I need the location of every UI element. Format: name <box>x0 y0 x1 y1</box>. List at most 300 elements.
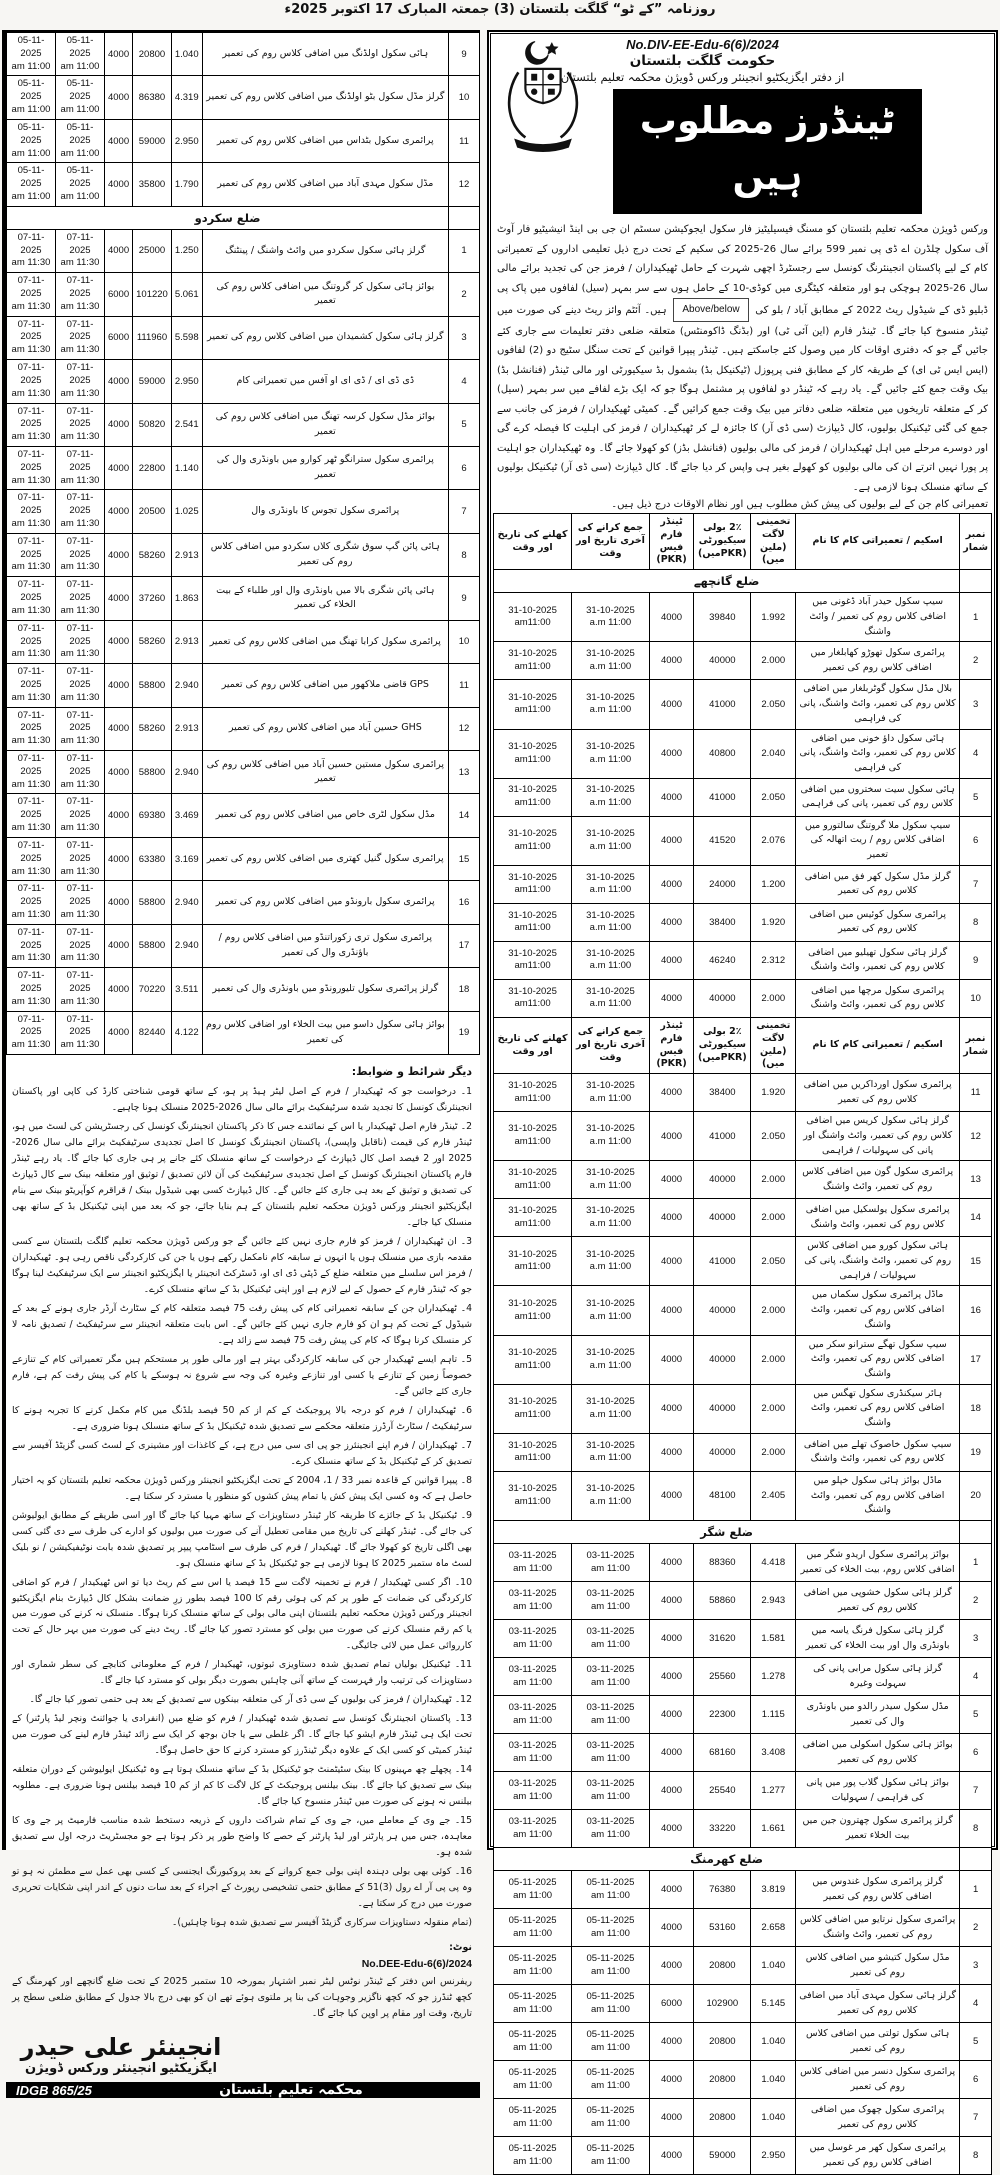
date-line: am 11:30 <box>60 1039 100 1051</box>
bid-security-pkr: 111960 <box>133 316 172 359</box>
term-item: 16۔ کوئی بھی بولی دہندہ اپنی بولی جمع کروانے کے بعد پروکیورنگ ایجنسی کے کسی بھی عمل سے مطمئن نہ ہو تو وہ پی پی آر اے رول (3)51 کے مطابق حتمی تشخیصی رپورٹ کے اجراء کے بعد سات دنوں کے اندر اپنی شکایات تحریری صورت میں درج کر سکتا ہے۔ <box>12 1866 473 1910</box>
bid-security-pkr: 41000 <box>694 1112 751 1161</box>
estimated-cost-millions: 2.000 <box>751 1433 796 1471</box>
submission-datetime <box>572 1734 650 1772</box>
work-name: گرلز ہائی سکول فرنگ یاسہ میں باونڈری وال اور بیت الخلاء کی تعمیر <box>796 1620 960 1658</box>
submission-datetime <box>56 360 105 403</box>
estimated-cost-millions: 1.040 <box>751 1947 796 1985</box>
bid-security-pkr: 58800 <box>133 664 172 707</box>
work-name: پرائمری سکول کرابا تھنگ میں اضافی کلاس روم کی تعمیر <box>202 620 448 663</box>
date-line: 07-11-2025 <box>17 970 45 994</box>
opening-datetime <box>494 1433 572 1471</box>
date-line: a.m 11:00 <box>589 1261 632 1273</box>
tender-form-fee-pkr: 4000 <box>104 794 132 837</box>
date-line: am 11:00 <box>513 1562 553 1574</box>
opening-datetime <box>7 229 56 272</box>
date-line: 31-10-2025 <box>508 1248 557 1260</box>
estimated-cost-millions: 1.992 <box>751 593 796 642</box>
tender-form-fee-pkr: 4000 <box>649 1871 693 1909</box>
row-sn: 8 <box>960 903 992 941</box>
date-line: 31-10-2025 <box>586 985 635 997</box>
tender-row <box>494 1734 992 1772</box>
work-name: ہائی پائن گپ سوق شگری کلاں سکردو میں اضافی کلاس روم کی تعمیر <box>202 533 448 576</box>
bid-security-pkr: 33220 <box>694 1810 751 1848</box>
date-line: 05-11-2025 <box>508 1990 557 2002</box>
reference-number: No.DEE-Edu-6(6)/2024 <box>361 1958 472 1971</box>
estimated-cost-millions: 5.145 <box>751 1985 796 2023</box>
work-name: سیپ سکول حیدر آباد ڈغونی میں اضافی کلاس روم کی تعمیر / وائٹ واشنگ <box>796 593 960 642</box>
date-line: a.m 11:00 <box>589 1217 632 1229</box>
submission-datetime <box>56 446 105 489</box>
tender-row <box>494 1112 992 1161</box>
estimated-cost-millions: 1.200 <box>751 865 796 903</box>
column-header: جمع کرانے کی آخری تاریخ اور وقت <box>572 1017 650 1073</box>
term-item: 3۔ ان ٹھیکیداران / فرمز کو فارم جاری نہیں کئے جائیں گے جو ورکس ڈویژن محکمہ تعلیم گلگت بلتستان سے کسی مقدمہ بازی میں منسلک ہوں یا انہوں نے سابقہ کام نامکمل رکھے ہوں یا جن کی کارکردگی ناقص رہی ہو۔ ٹھیکیداران / فرمز اس سلسلے میں متعلقہ ضلع کے ڈپٹی ڈی ای او، ڈسٹرکٹ انجینئر یا ایگزیکٹیو انجینئر سے ایک سرٹیفکیٹ لینا ہوگا جو کہ ٹینڈر فارم کے حصول کے لیے لازم ہے اور اپنی ٹیکنیکل بڈ کے ساتھ منسلک کرے۔ <box>12 1235 472 1295</box>
opening-datetime <box>494 1620 572 1658</box>
estimated-cost-millions: 2.541 <box>171 403 202 446</box>
opening-datetime <box>494 680 572 729</box>
submission-datetime <box>572 1471 650 1520</box>
date-line: am11:00 <box>514 1495 551 1507</box>
work-name: گرلز مڈل سکول کھر فق میں اضافی کلاس روم کی تعمیر <box>796 865 960 903</box>
work-name: ہائی پائن شگری بالا میں باونڈری وال اور طلباء کے بیت الخلاء کی تعمیر <box>202 577 448 620</box>
row-sn: 5 <box>449 403 480 446</box>
work-name: پرائمری سکول سترانگو ٹھر کوارو میں باونڈری وال کی تعمیر <box>202 446 448 489</box>
bid-security-pkr: 68160 <box>694 1734 751 1772</box>
submission-datetime <box>56 533 105 576</box>
estimated-cost-millions: 2.000 <box>751 1335 796 1384</box>
tender-form-fee-pkr: 4000 <box>104 924 132 967</box>
column-header: نمبر شمار <box>960 514 992 570</box>
work-name: GHS حسین آباد میں اضافی کلاس روم کی تعمیر <box>202 707 448 750</box>
opening-datetime <box>7 533 56 576</box>
district-sn-spacer <box>960 1521 992 1544</box>
work-name: ماڈل بوائز ہائی سکول خپلو میں اضافی کلاس روم کی تعمیر، وائٹ واشنگ <box>796 1471 960 1520</box>
bid-security-pkr: 76380 <box>694 1871 751 1909</box>
work-name: بوائز ہائی سکول داسو میں بیت الخلاء اور اضافی کلاس روم کی تعمیر <box>202 1011 448 1054</box>
opening-datetime <box>7 163 56 206</box>
tender-table-left <box>6 32 480 1055</box>
work-name: مڈل سکول سیدر رالدو میں باونڈری وال کی تعمیر <box>796 1696 960 1734</box>
opening-datetime <box>7 794 56 837</box>
row-sn: 13 <box>449 751 480 794</box>
date-line: 05-11-2025 <box>508 1952 557 1964</box>
above-below-box: Above/below <box>673 298 748 322</box>
bid-security-pkr: 70220 <box>133 968 172 1011</box>
work-name: گرلز ہائی سکول خشوپی میں اضافی کلاس روم کی تعمیر <box>796 1582 960 1620</box>
date-line: am 11:00 <box>513 2155 553 2167</box>
estimated-cost-millions: 4.418 <box>751 1544 796 1582</box>
bid-security-pkr: 46240 <box>694 941 751 979</box>
opening-datetime <box>7 490 56 533</box>
tender-form-fee-pkr: 4000 <box>649 1696 693 1734</box>
terms-list <box>12 1084 472 1912</box>
submission-datetime <box>572 778 650 816</box>
date-line: am11:00 <box>514 1261 551 1273</box>
footer-bar <box>6 2082 480 2098</box>
date-line: 31-10-2025 <box>586 1204 635 1216</box>
tender-form-fee-pkr: 4000 <box>649 642 693 680</box>
date-line: 03-11-2025 <box>586 1777 635 1789</box>
tender-row <box>494 1161 992 1199</box>
row-sn: 9 <box>449 33 480 76</box>
tender-row <box>494 1074 992 1112</box>
date-line: a.m 11:00 <box>589 660 632 672</box>
opening-datetime <box>7 968 56 1011</box>
notice-reference-number: No.DIV-EE-Edu-6(6)/2024 <box>626 37 779 52</box>
date-line: 05-11-2025 <box>508 1876 557 1888</box>
date-line: am 11:30 <box>60 735 100 747</box>
date-line: am 11:30 <box>11 691 51 703</box>
date-line: a.m 11:00 <box>589 884 632 896</box>
submission-datetime <box>572 1384 650 1433</box>
row-sn: 1 <box>960 593 992 642</box>
work-name: بوائز پرائمری سکول اریدو شگر میں اضافی کلاس روم، بیت الخلاء کی تعمیر <box>796 1544 960 1582</box>
term-item: 8۔ پیپرا قوانین کے قاعدہ نمبر 33 / 1، 2004 کے تحت ایگزیکٹیو انجینئر ورکس ڈویژن محکمہ تعلیم بلتستان کو یہ اختیار حاصل ہے کہ وہ کسی ایک پیش کش یا تمام پیش کشوں کو منظور یا مسترد کر سکتا ہے۔ <box>12 1474 473 1502</box>
date-line: 03-11-2025 <box>508 1625 557 1637</box>
bid-security-pkr: 20800 <box>133 33 172 76</box>
opening-datetime <box>7 837 56 880</box>
submission-datetime <box>572 729 650 778</box>
tender-form-fee-pkr: 4000 <box>649 729 693 778</box>
estimated-cost-millions: 1.920 <box>751 1074 796 1112</box>
opening-datetime <box>494 941 572 979</box>
date-line: 31-10-2025 <box>586 691 635 703</box>
date-line: am 11:30 <box>60 995 100 1007</box>
date-line: 07-11-2025 <box>17 753 45 777</box>
tender-form-fee-pkr: 4000 <box>649 2061 693 2099</box>
term-item: 5۔ تاہم ایسے ٹھیکیدار جن کی سابقہ کارکردگی بہتر ہے اور مالی طور پر مستحکم ہیں مگر تعمیراتی کام کے تنازعے خصوصاً زمین کے تنازعے یا کسی اور تنازعے وغیرہ کی وجہ سے شروع نہ ہوسکے یا کام کی پیش رفت کم ہے، فارم جاری کئے جائیں گے۔ <box>12 1353 472 1397</box>
estimated-cost-millions: 1.040 <box>171 33 202 76</box>
opening-datetime <box>7 1011 56 1054</box>
row-sn: 8 <box>960 2137 992 2175</box>
district-header-row <box>494 1848 992 1871</box>
tender-form-fee-pkr: 4000 <box>104 119 132 162</box>
term-item: 9۔ ٹیکنیکل بڈ کے جائزے کا طریقہ کار ٹینڈر دستاویزات کے ساتھ مہیا کیا جائے گا اور اسی طریقے کے مطابق ایولیوشن کی جائے گی۔ ٹینڈر کھلنے کی تاریخ میں مقامی تعطیل آنے کی صورت میں بولیوں کو ادارے کی طرف سے دی گئی کسی بھی اگلی تاریخ کو کھولا جائے گا۔ ٹھیکیدار / فرم کی طرف سے اسٹامپ پیپر پر تصدیق شدہ بابت نوٹیفیکیشن / نو بلیک لسٹ ماہ ستمبر 2025 کا ہونا لازمی ہے جو ٹیکنیکل بڈ کے ساتھ منسلک ہو۔ <box>12 1509 472 1569</box>
date-line: 31-10-2025 <box>586 648 635 660</box>
date-line: 11:00 am <box>590 2003 630 2015</box>
estimated-cost-millions: 3.511 <box>171 968 202 1011</box>
date-line: am 11:30 <box>60 648 100 660</box>
opening-datetime <box>494 2099 572 2137</box>
tender-row <box>7 360 480 403</box>
tender-row <box>7 1011 480 1054</box>
date-line: am 11:00 <box>513 1927 553 1939</box>
row-sn: 3 <box>960 1620 992 1658</box>
signatory-name: انجینئر علی حیدر <box>20 2032 222 2061</box>
row-sn: 20 <box>960 1471 992 1520</box>
estimated-cost-millions: 2.950 <box>171 119 202 162</box>
estimated-cost-millions: 3.469 <box>171 794 202 837</box>
tender-form-fee-pkr: 4000 <box>104 751 132 794</box>
term-item: 10۔ اگر کسی ٹھیکیدار / فرم نے تخمینہ لاگت سے 15 فیصد یا اس سے کم ریٹ دیا تو اس ٹھیکیدار / فرم کو اضافی کارکردگی کی ضمانت کے طور پر کم کی ہوئی رقم کا 100 فیصد بطور زرِ ضمانت بشکل کال ڈیپازٹ بنام ایگزیکٹیو انجینئر ورکس ڈویژن محکمہ تعلیم بلتستان اپنی مالی بولی کے ساتھ منسلک کرنا ہوگا۔ منسلک نہ کرنے کی صورت میں یا کم رقم منسلک کرنے کی صورت میں بولی کو مسترد تصور کیا جائے گا۔ ریٹ دینے کی صورت میں بہر حال کے تحت کارروائی عمل میں لائی جائیگی۔ <box>12 1576 472 1652</box>
work-name: ہائی سکول داؤ خونی میں اضافی کلاس روم کی تعمیر، وائٹ واشنگ، پانی کی فراہمی <box>796 729 960 778</box>
tender-form-fee-pkr: 4000 <box>649 1620 693 1658</box>
estimated-cost-millions: 1.025 <box>171 490 202 533</box>
work-name: بوائز ہائی سکول اسکولی میں اضافی کلاس روم کی تعمیر <box>796 1734 960 1772</box>
date-line: am 11:30 <box>60 257 100 269</box>
estimated-cost-millions: 2.950 <box>171 360 202 403</box>
estimated-cost-millions: 2.000 <box>751 979 796 1017</box>
tender-row <box>494 729 992 778</box>
estimated-cost-millions: 1.115 <box>751 1696 796 1734</box>
date-line: am 11:30 <box>60 604 100 616</box>
date-line: 07-11-2025 <box>17 362 45 386</box>
district-sn-spacer <box>449 206 480 229</box>
submission-datetime <box>572 593 650 642</box>
submission-datetime <box>56 163 105 206</box>
date-line: 31-10-2025 <box>586 1248 635 1260</box>
opening-datetime <box>494 1199 572 1237</box>
date-line: a.m 11:00 <box>589 960 632 972</box>
date-line: am 11:30 <box>11 474 51 486</box>
opening-datetime <box>494 1112 572 1161</box>
column-header: کھلنے کی تاریخ اور وقت <box>494 514 572 570</box>
work-name: پرائمری سکول بٹداس میں اضافی کلاس روم کی تعمیر <box>202 119 448 162</box>
date-line: 05-11-2025 <box>586 1876 635 1888</box>
note-body: اشتہار بمورخہ 10 ستمبر 2025 کے تحت ضلع گانچھے اور کھرمنگ کے کچھ ٹنڈرز جو کہ کچھ ناگزیر وجوہات کی بنا پر ملتوی ہوئے تھے ان کو بھی درج بالا جدول کے مطابق ضلعی سطح پر تاریخ، وقت اور مقام پر اوپن کیا جائے گا۔ <box>12 1976 472 2020</box>
tender-row <box>494 816 992 865</box>
date-line: 07-11-2025 <box>66 883 94 908</box>
bid-security-pkr: 58860 <box>694 1582 751 1620</box>
work-name: گرلز ہائی سکول کشمیدان میں اضافی کلاس روم کی تعمیر <box>202 316 448 359</box>
date-line: am 11:30 <box>60 518 100 529</box>
row-sn: 8 <box>960 1810 992 1848</box>
date-line: 07-11-2025 <box>66 839 94 864</box>
work-name: پرائمری سکول تری زکوراتنڈو میں اضافی کلاس روم / باؤنڈری وال کی تعمیر <box>202 924 448 967</box>
date-line: 07-11-2025 <box>17 492 45 517</box>
signature-block <box>6 2023 236 2083</box>
date-line: 05-11-2025 <box>508 2142 557 2154</box>
date-line: 05-11-2025 <box>586 2028 635 2040</box>
date-line: 11:00 am <box>590 1889 630 1901</box>
bid-security-pkr: 40000 <box>694 1161 751 1199</box>
date-line: 31-10-2025 <box>508 947 557 959</box>
date-line: am 11:30 <box>60 778 100 790</box>
date-line: 07-11-2025 <box>17 448 45 473</box>
row-sn: 11 <box>449 664 480 707</box>
row-sn: 12 <box>449 707 480 750</box>
work-name: ہائی سکول اولڈنگ میں اضافی کلاس روم کی تعمیر <box>202 33 448 76</box>
tender-row <box>7 33 480 76</box>
tender-form-fee-pkr: 4000 <box>104 76 132 119</box>
opening-datetime <box>494 2061 572 2099</box>
opening-datetime <box>494 1871 572 1909</box>
date-line: 11:00 am <box>590 2041 630 2053</box>
date-line: am 11:30 <box>11 518 51 529</box>
note-heading: نوٹ: <box>449 1942 472 1954</box>
tender-row <box>7 664 480 707</box>
date-line: am11:00 <box>514 922 551 934</box>
submission-datetime <box>572 1544 650 1582</box>
row-sn: 2 <box>960 642 992 680</box>
row-sn: 10 <box>449 620 480 663</box>
submission-datetime <box>572 1810 650 1848</box>
date-line: 05-11-2025 <box>508 2104 557 2116</box>
date-line: am11:00 <box>514 753 551 765</box>
tender-row <box>494 1384 992 1433</box>
date-line: am11:00 <box>514 1092 551 1104</box>
opening-datetime <box>494 1734 572 1772</box>
opening-datetime <box>7 273 56 316</box>
bid-security-pkr: 59000 <box>694 2137 751 2175</box>
tender-form-fee-pkr: 4000 <box>104 33 132 76</box>
date-line: 11:00 am <box>590 1676 630 1688</box>
term-item: 7۔ ٹھیکیداران / فرم اپنے انجینئرز جو پی ای سی میں درج ہے، کے کاغذات اور مشینری کے لسٹ کسی گزیٹڈ آفیسر سے تصدیق کر کے ٹیکنیکل بڈ کے ساتھ منسلک کرے۔ <box>12 1439 472 1467</box>
row-sn: 9 <box>960 941 992 979</box>
estimated-cost-millions: 3.169 <box>171 837 202 880</box>
submission-datetime <box>572 1237 650 1286</box>
date-line: 31-10-2025 <box>586 784 635 796</box>
row-sn: 10 <box>960 979 992 1017</box>
row-sn: 1 <box>960 1871 992 1909</box>
work-name: پرائمری سکول گنیل کھتری میں اضافی کلاس روم کی تعمیر <box>202 837 448 880</box>
submission-datetime <box>56 837 105 880</box>
submission-datetime <box>56 33 105 76</box>
date-line: 11:00 am <box>590 1927 630 1939</box>
tender-form-fee-pkr: 4000 <box>649 1734 693 1772</box>
tender-row <box>7 837 480 880</box>
column-header: ٹینڈر فارم فیس (PKR) <box>649 514 693 570</box>
opening-datetime <box>7 577 56 620</box>
opening-datetime <box>494 979 572 1017</box>
date-line: 05-11-2025 <box>586 2066 635 2078</box>
tender-form-fee-pkr: 4000 <box>104 837 132 880</box>
date-line: am 11:00 <box>513 1752 553 1764</box>
estimated-cost-millions: 5.061 <box>171 273 202 316</box>
opening-datetime <box>494 1909 572 1947</box>
tender-row <box>494 1199 992 1237</box>
tender-row <box>7 794 480 837</box>
row-sn: 6 <box>960 816 992 865</box>
date-line: 07-11-2025 <box>66 231 94 256</box>
work-name: ہائی سکول کورو میں اضافی کلاس روم کی تعمیر، وائٹ واشنگ، پانی کی سہولیات / فراہمی <box>796 1237 960 1286</box>
tender-row <box>494 865 992 903</box>
submission-datetime <box>572 2061 650 2099</box>
newspaper-masthead: روزنامہ ”کے ٹو“ گلگت بلتستان (3) جمعتہ المبارک 17 اکتوبر 2025ء <box>284 2 716 17</box>
row-sn: 15 <box>449 837 480 880</box>
date-line: 03-11-2025 <box>508 1663 557 1675</box>
date-line: am 11:30 <box>60 865 100 877</box>
tender-form-fee-pkr: 4000 <box>649 1384 693 1433</box>
district-sn-spacer <box>960 570 992 593</box>
government-line: حکومت گلگت بلتستان <box>629 53 776 69</box>
tender-row <box>494 1433 992 1471</box>
bid-security-pkr: 58260 <box>133 533 172 576</box>
bid-security-pkr: 25000 <box>133 229 172 272</box>
row-sn: 7 <box>449 490 480 533</box>
ad-code: IDGB 865/25 <box>16 2082 92 2098</box>
date-line: am11:00 <box>514 884 551 896</box>
date-line: 31-10-2025 <box>508 1166 557 1178</box>
tender-row <box>494 903 992 941</box>
opening-datetime <box>494 816 572 865</box>
row-sn: 4 <box>960 1658 992 1696</box>
date-line: 31-10-2025 <box>508 1439 557 1451</box>
estimated-cost-millions: 1.278 <box>751 1658 796 1696</box>
tender-row <box>494 2061 992 2099</box>
tender-form-fee-pkr: 4000 <box>649 1582 693 1620</box>
date-line: 03-11-2025 <box>586 1815 635 1827</box>
tender-form-fee-pkr: 4000 <box>649 1658 693 1696</box>
row-sn: 5 <box>960 778 992 816</box>
opening-datetime <box>494 1286 572 1335</box>
date-line: 07-11-2025 <box>17 709 45 734</box>
tender-form-fee-pkr: 4000 <box>104 229 132 272</box>
opening-datetime <box>494 1947 572 1985</box>
opening-datetime <box>494 1384 572 1433</box>
tender-row <box>7 403 480 446</box>
date-line: 07-11-2025 <box>66 666 94 690</box>
right-column <box>487 30 998 2168</box>
row-sn: 16 <box>960 1286 992 1335</box>
opening-datetime <box>494 1658 572 1696</box>
work-name: پرائمری سکول کھر مر غوسل میں اضافی کلاس روم کی تعمیر <box>796 2137 960 2175</box>
tender-row <box>494 1237 992 1286</box>
tender-row <box>494 1696 992 1734</box>
submission-datetime <box>572 2099 650 2137</box>
date-line: 07-11-2025 <box>17 405 45 430</box>
estimated-cost-millions: 2.050 <box>751 1112 796 1161</box>
estimated-cost-millions: 2.040 <box>751 729 796 778</box>
estimated-cost-millions: 2.658 <box>751 1909 796 1947</box>
row-sn: 5 <box>960 1696 992 1734</box>
date-line: a.m 11:00 <box>589 1310 632 1322</box>
date-line: am 11:30 <box>11 778 51 790</box>
district-header-row <box>494 570 992 593</box>
submission-datetime <box>56 1011 105 1054</box>
issuing-office-line: از دفتر ایگزیکٹیو انجینئر ورکس ڈویژن محکمہ تعلیم بلتستان <box>560 70 845 84</box>
date-line: am11:00 <box>514 1452 551 1464</box>
tender-form-fee-pkr: 4000 <box>104 664 132 707</box>
tender-row <box>7 881 480 924</box>
work-name: پرائمری سکول دنسر میں اضافی کلاس روم کی تعمیر <box>796 2061 960 2099</box>
tender-row <box>7 76 480 119</box>
date-line: a.m 11:00 <box>589 1179 632 1191</box>
date-line: am 11:30 <box>11 995 51 1007</box>
bid-security-pkr: 40000 <box>694 979 751 1017</box>
bid-security-pkr: 40000 <box>694 1199 751 1237</box>
date-line: 05-11-2025 <box>586 2104 635 2116</box>
estimated-cost-millions: 1.920 <box>751 903 796 941</box>
row-sn: 7 <box>960 2099 992 2137</box>
bid-security-pkr: 41520 <box>694 816 751 865</box>
date-line: am 11:30 <box>11 822 51 834</box>
work-name: گرلز پرائمری سکول چھترون جین میں بیت الخلاء تعمیر <box>796 1810 960 1848</box>
date-line: am 11:00 <box>513 1889 553 1901</box>
opening-datetime <box>494 593 572 642</box>
submission-datetime <box>572 680 650 729</box>
estimated-cost-millions: 2.312 <box>751 941 796 979</box>
tender-form-fee-pkr: 4000 <box>104 490 132 533</box>
date-line: 05-11-2025 <box>17 78 45 103</box>
tender-form-fee-pkr: 4000 <box>649 1471 693 1520</box>
row-sn: 2 <box>960 1582 992 1620</box>
date-line: 07-11-2025 <box>17 926 45 951</box>
tender-row <box>494 1335 992 1384</box>
estimated-cost-millions: 2.943 <box>751 1582 796 1620</box>
bid-security-pkr: 40000 <box>694 1335 751 1384</box>
tender-row <box>7 924 480 967</box>
date-line: am 11:30 <box>11 908 51 920</box>
notice-paragraph <box>493 218 992 497</box>
right-table-mount <box>493 513 992 2175</box>
date-line: 03-11-2025 <box>508 1701 557 1713</box>
date-line: a.m 11:00 <box>589 1452 632 1464</box>
tender-form-fee-pkr: 4000 <box>649 2023 693 2061</box>
date-line: 07-11-2025 <box>17 666 45 690</box>
submission-datetime <box>572 642 650 680</box>
